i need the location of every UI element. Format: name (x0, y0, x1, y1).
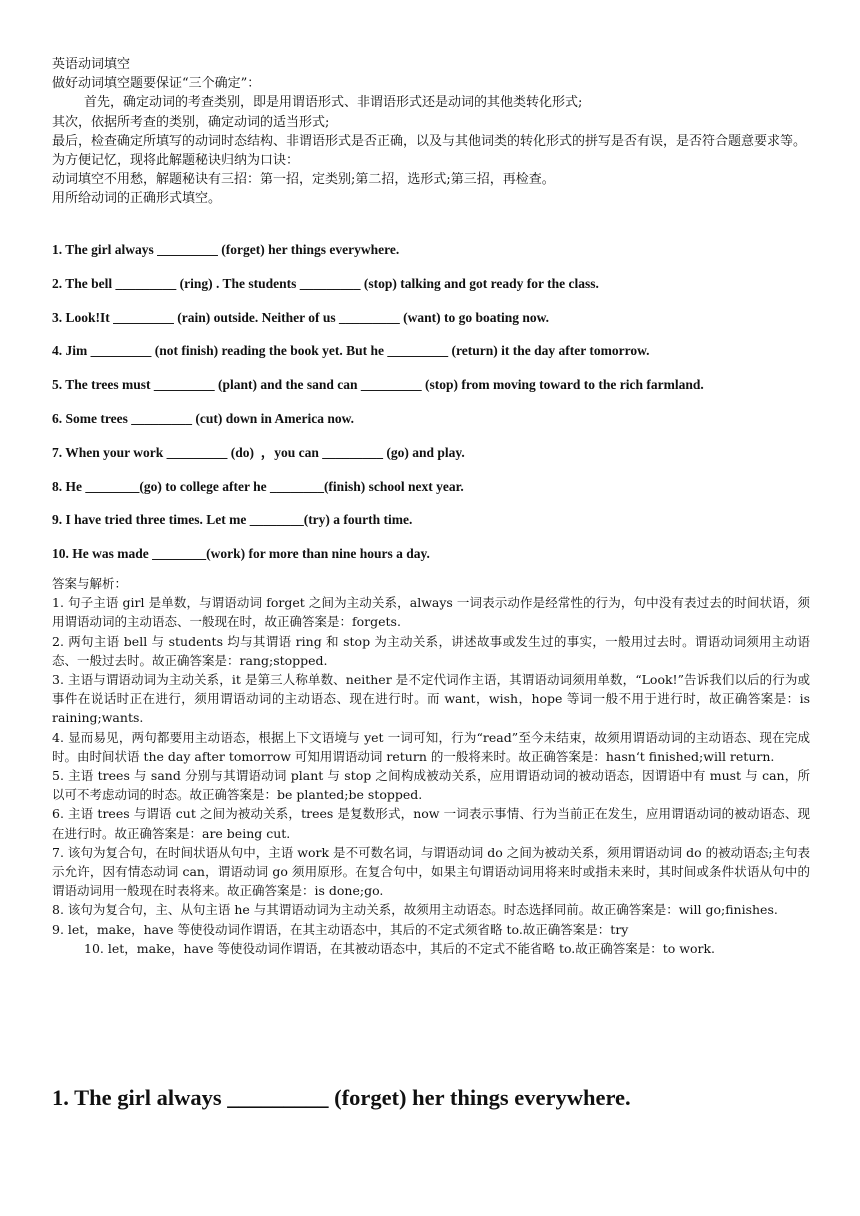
intro-line: 其次，依据所考查的类别，确定动词的适当形式; (52, 114, 330, 130)
intro-line: 做好动词填空题要保证“三个确定”： (52, 76, 261, 92)
answer-item: 8. 该句为复合句，主、从句主语 he 与其谓语动词为主动关系，故须用主动语态。时态选择同前。故正确答案是：will go;finishes. (52, 902, 778, 918)
question-item: 1. The girl always _________ (forget) her things everywhere. (52, 242, 400, 257)
document-title: 英语动词填空 (52, 57, 131, 72)
answers-section (52, 574, 810, 958)
intro-section (52, 55, 812, 209)
answer-item: 6. 主语 trees 与谓语 cut 之间为被动关系，trees 是复数形式，now 一词表示事情、行为当前正在发生，应用谓语动词的被动语态、现在进行时。故正确答案是：are being cut. (52, 806, 810, 841)
question-item: 4. Jim _________ (not finish) reading the book yet. But he _________ (return) it the day after tomorrow. (52, 343, 650, 359)
question-list (52, 240, 822, 578)
answers-heading: 答案与解析： (52, 576, 128, 591)
answer-item: 2. 两句主语 bell 与 students 均与其谓语 ring 和 stop 为主动关系，讲述故事或发生过的事实，一般用过去时。谓语动词须用主动语态、一般过去时。故正确答案是：rang;stopped. (52, 633, 810, 668)
answer-item: 4. 显而易见，两句都要用主动语态，根据上下文语境与 yet 一词可知，行为“read”至今未结束，故须用谓语动词的主动语态、现在完成时。由时间状语 the day after tomorrow 可知用谓语动词 return 的一般将来时。故正确答案是：hasn‘t finished;will return. (52, 729, 810, 764)
intro-line: 首先，确定动词的考查类别，即是用谓语形式、非谓语形式还是动词的其他类转化形式; (84, 95, 583, 111)
answer-item: 9. let，make，have 等使役动词作谓语，在其主动语态中，其后的不定式须省略 to.故正确答案是：try (52, 921, 629, 937)
intro-line: 用所给动词的正确形式填空。 (52, 191, 222, 207)
answer-item: 5. 主语 trees 与 sand 分别与其谓语动词 plant 与 stop 之间构成被动关系，应用谓语动词的被动语态，因谓语中有 must 与 can，所以可不考虑动词的时态。故正确答案是：be planted;be stopped. (52, 768, 810, 803)
intro-line: 动词填空不用愁，解题秘诀有三招：第一招，定类别;第二招，选形式;第三招，再检查。 (52, 172, 555, 188)
question-item: 3. Look!It _________ (rain) outside. Neither of us _________ (want) to go boating now. (52, 309, 550, 325)
question-item: 9. I have tried three times. Let me ________(try) a fourth time. (52, 512, 413, 528)
answer-item: 3. 主语与谓语动词为主动关系，it 是第三人称单数、neither 是不定代词作主语，其谓语动词须用单数，“Look!”告诉我们以后的行为或事件在说话时正在进行，须用谓语动词的主动语态、现在进行时。而 want，wish，hope 等词一般不用于进行时，故正确答案是：is raining;wants. (52, 672, 810, 726)
question-item: 5. The trees must _________ (plant) and the sand can _________ (stop) from moving toward to the rich farmland. (52, 377, 704, 393)
question-item: 7. When your work _________ (do) ，you can _________ (go) and play. (52, 444, 465, 460)
question-item: 6. Some trees _________ (cut) down in America now. (52, 410, 354, 426)
question-item: 10. He was made ________(work) for more than nine hours a day. (52, 546, 430, 562)
question-item: 2. The bell _________ (ring) . The students _________ (stop) talking and got ready for the class. (52, 275, 599, 291)
question-item: 8. He ________(go) to college after he ________(finish) school next year. (52, 478, 464, 494)
answer-item: 10. let，make，have 等使役动词作谓语，在其被动语态中，其后的不定式不能省略 to.故正确答案是：to work. (84, 940, 716, 956)
answer-item: 7. 该句为复合句，在时间状语从句中，主语 work 是不可数名词，与谓语动词 do 之间为被动关系，须用谓语动词 do 的被动语态;主句表示允许，因有情态动词 can，谓语动词 go 须用原形。在复合句中，如果主句谓语动词用将来时或指未来时，其时间或条件状语从句中的谓语动词用一般现在时表将来。故正确答案是：is done;go. (52, 844, 810, 899)
repeated-question-heading: 1. The girl always _________ (forget) her things everywhere. (52, 1085, 631, 1110)
answer-item: 1. 句子主语 girl 是单数，与谓语动词 forget 之间为主动关系，always 一词表示动作是经常性的行为，句中没有表过去的时间状语，须用谓语动词的主动语态、一般现在时，故正确答案是：forgets. (52, 595, 810, 630)
intro-line: 最后，检查确定所填写的动词时态结构、非谓语形式是否正确，以及与其他词类的转化形式的拼写是否有误，是否符合题意要求等。 为方便记忆，现将此解题秘诀归纳为口诀： (52, 133, 807, 169)
